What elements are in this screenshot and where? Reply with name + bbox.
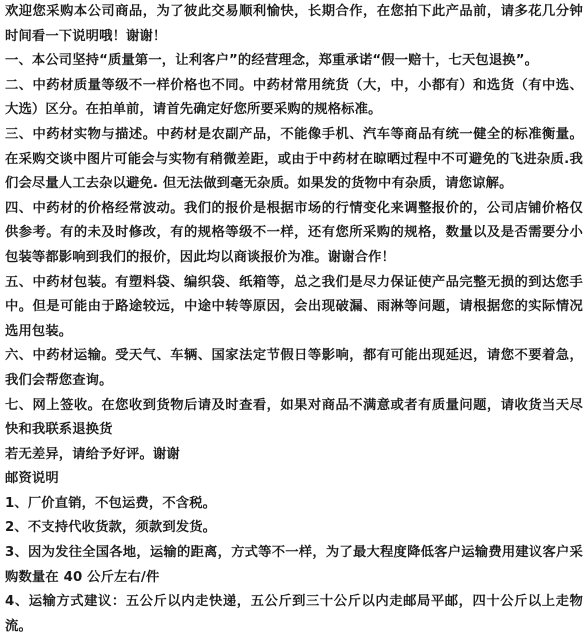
postage-item-2: 2、不支持代收货款，须款到发货。 [5, 520, 217, 536]
policy-item-6-shipping: 六、中药材运输。受天气、车辆、国家法定节假日等影响，都有可能出现延迟，请您不要着急，我们会帮您查询。 [5, 348, 583, 388]
notice-document [5, 0, 583, 639]
postage-heading: 邮资说明 [5, 471, 59, 487]
welcome-paragraph: 欢迎您采购本公司商品，为了彼此交易顺利愉快，长期合作，在您拍下此产品前，请多花几分钟时间看一下说明哦！谢谢！ [5, 4, 583, 44]
review-request: 若无差异，请给予好评。谢谢 [5, 446, 180, 462]
policy-item-2-grades: 二、中药材质量等级不一样价格也不同。中药材常用统货（大，中，小都有）和选货（有中选、大选）区分。在拍单前，请首先确定好您所要采购的规格标准。 [5, 77, 583, 118]
policy-item-5-packaging: 五、中药材包装。有塑料袋、编织袋、纸箱等，总之我们是尽力保证使产品完整无损的到达您手中。但是可能由于路途较远，中途中转等原因，会出现破漏、雨淋等问题，请根据您的实际情况选用包装。 [5, 274, 583, 339]
policy-item-7-receipt: 七、网上签收。在您收到货物后请及时查看，如果对商品不满意或者有质量问题，请收货当天尽快和我联系退换货 [5, 397, 583, 438]
policy-item-4-pricing: 四、中药材的价格经常波动。我们的报价是根据市场的行情变化来调整报价的，公司店铺价格仅供参考。有的未及时修改，有的规格等级不一样，还有您所采购的规格，数量以及是否需要分小包装等都影响到我们的报价，因此均以商谈报价为准。谢谢合作！ [5, 200, 583, 265]
policy-item-1-quality: 一、本公司坚持“质量第一，让利客户”的经营理念，郑重承诺“假一赔十，七天包退换”。 [5, 53, 539, 69]
policy-item-3-description: 三、中药材实物与描述。中药材是农副产品，不能像手机、汽车等商品有统一健全的标准衡量。在采购交谈中图片可能会与实物有稍微差距，或由于中药材在晾晒过程中不可避免的飞进杂质.我们会尽量人工去杂以避免. 但无法做到毫无杂质。如果发的货物中有杂质，请您谅解。 [5, 126, 583, 192]
postage-item-1: 1、厂价直销，不包运费，不含税。 [5, 495, 217, 511]
postage-item-3: 3、因为发往全国各地，运输的距离，方式等不一样，为了最大程度降低客户运输费用建议客户采购数量在 40 公斤左右/件 [5, 545, 583, 585]
postage-item-4: 4、运输方式建议：五公斤以内走快递，五公斤到三十公斤以内走邮局平邮，四十公斤以上走物流。 [5, 594, 583, 634]
